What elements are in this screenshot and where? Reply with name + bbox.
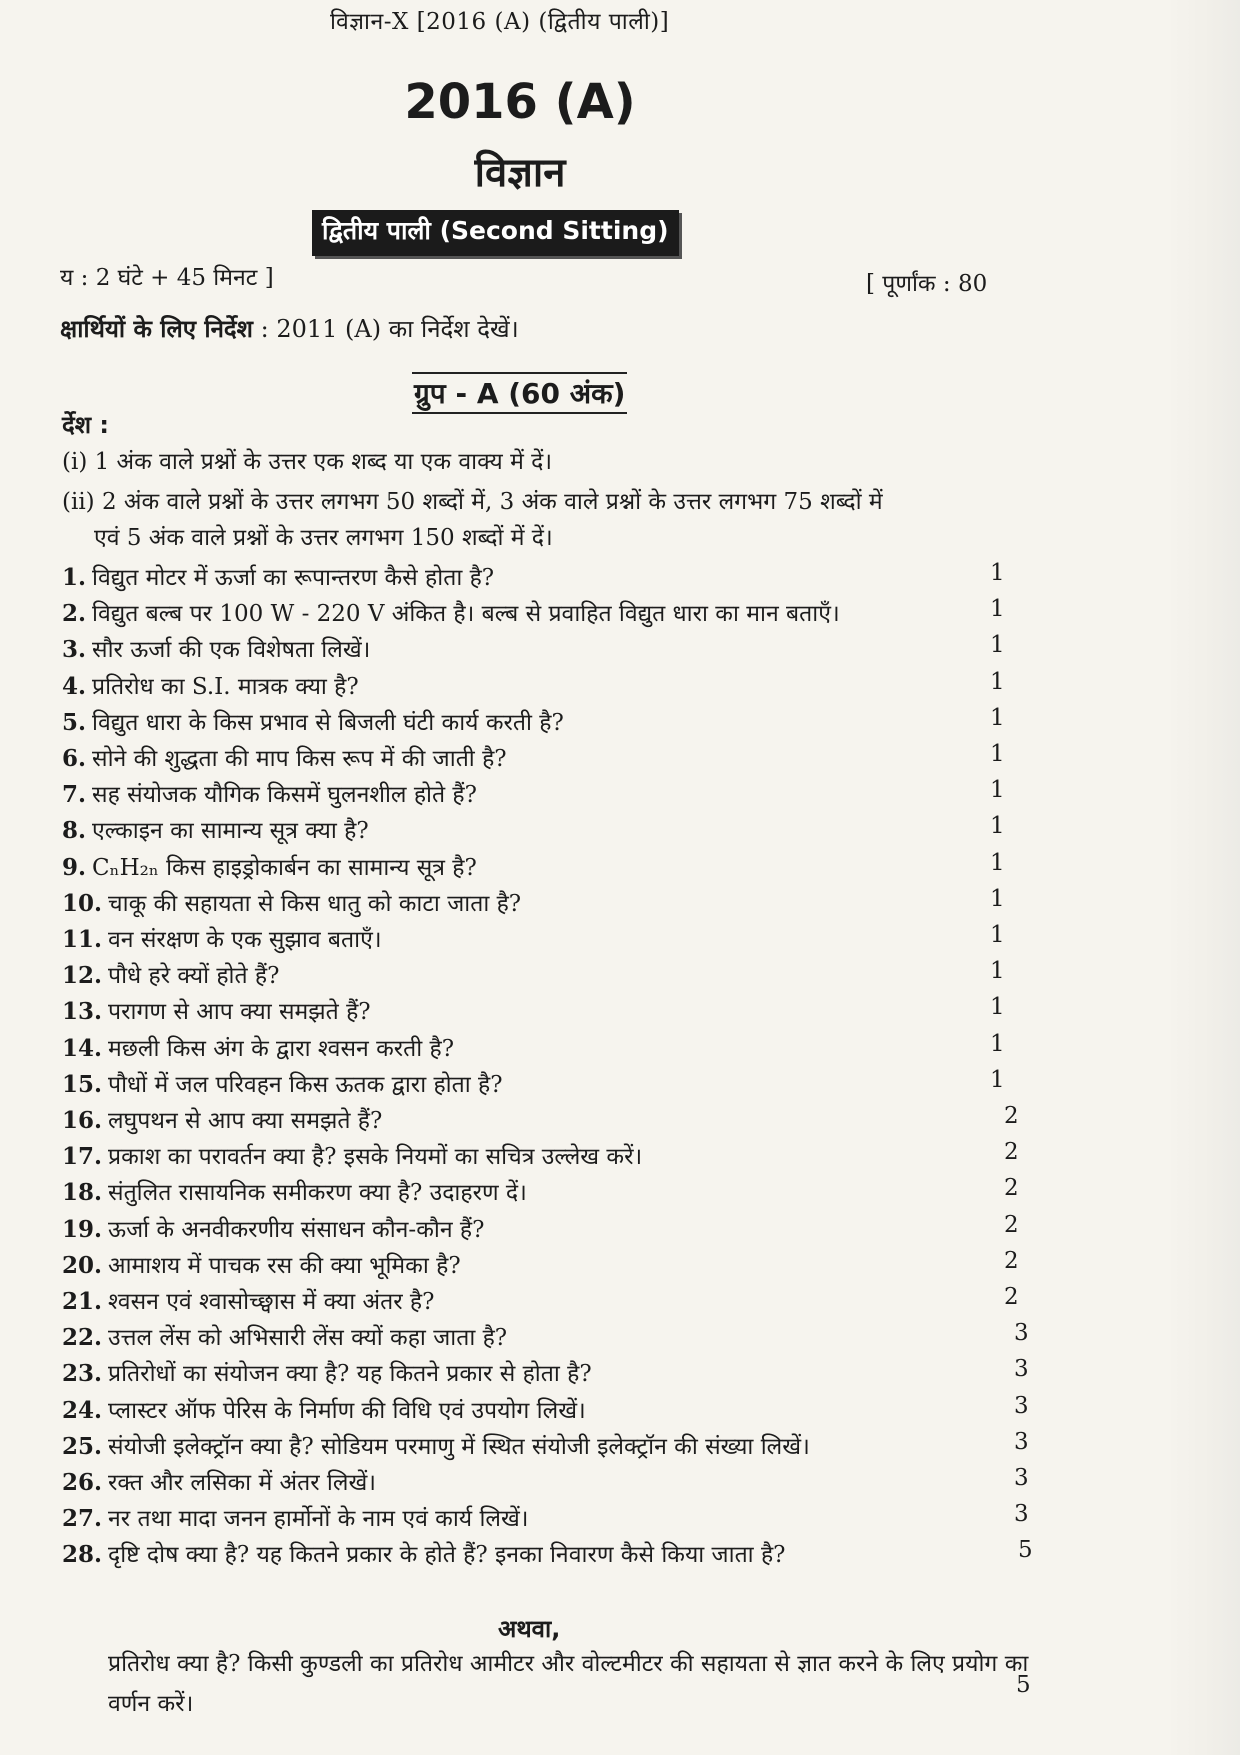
- question-row: [62, 1175, 1022, 1211]
- alternative-question: प्रतिरोध क्या है? किसी कुण्डली का प्रतिरोध आमीटर और वोल्टमीटर की सहायता से ज्ञात करने के लिए प्रयोग का वर्णन करें।: [108, 1651, 1029, 1717]
- question-marks: 1: [990, 958, 1005, 985]
- question-text: सोने की शुद्धता की माप किस रूप में की जाती है?: [92, 746, 507, 772]
- question-text: विद्युत बल्ब पर 100 W - 220 V अंकित है। बल्ब से प्रवाहित विद्युत धारा का मान बताएँ।: [92, 601, 840, 628]
- question-text: नर तथा मादा जनन हार्मोनों के नाम एवं कार्य लिखें।: [108, 1506, 529, 1533]
- full-marks: [ पूर्णांक : 80: [866, 271, 988, 297]
- question-marks: 2: [1004, 1139, 1019, 1166]
- question-row: [62, 1392, 1029, 1429]
- question-number: 7.: [62, 781, 87, 809]
- sitting-banner: द्वितीय पाली (Second Sitting): [312, 210, 679, 256]
- question-number: 20.: [62, 1251, 103, 1279]
- question-row: [62, 813, 1022, 849]
- question-text: मछली किस अंग के द्वारा श्वसन करती है?: [108, 1035, 455, 1062]
- question-marks: 2: [1004, 1175, 1019, 1202]
- question-number: 22.: [62, 1324, 103, 1352]
- question-marks: 3: [1014, 1356, 1029, 1383]
- question-number: 3.: [62, 636, 87, 664]
- directions-label: र्देश :: [62, 411, 110, 439]
- question-marks: 3: [1014, 1392, 1029, 1419]
- question-number: 11.: [62, 926, 103, 953]
- question-row: [62, 1537, 1033, 1573]
- question-row: [62, 741, 1022, 777]
- exam-time: य : 2 घंटे + 45 मिनट ]: [60, 265, 274, 291]
- question-row: [62, 994, 1022, 1030]
- question-row: [62, 1320, 1029, 1356]
- question-text: प्रतिरोध का S.I. मात्रक क्या है?: [92, 673, 359, 700]
- direction-item: (ii) 2 अंक वाले प्रश्नों के उत्तर लगभग 50 शब्दों में, 3 अंक वाले प्रश्नों के उत्तर लगभग 75 शब्दों में: [62, 489, 883, 515]
- question-marks: 1: [990, 596, 1005, 623]
- question-number: 5.: [62, 708, 87, 736]
- question-marks: 2: [1004, 1103, 1019, 1129]
- question-text: संतुलित रासायनिक समीकरण क्या है? उदाहरण दें।: [108, 1180, 527, 1207]
- exam-year-title: 2016 (A): [404, 74, 636, 130]
- question-text: एल्काइन का सामान्य सूत्र क्या है?: [92, 818, 369, 845]
- question-row: [62, 632, 1022, 668]
- question-text: दृष्टि दोष क्या है? यह कितने प्रकार के होते हैं? इनका निवारण कैसे किया जाता है?: [108, 1542, 786, 1569]
- question-marks: 3: [1014, 1428, 1029, 1455]
- question-text: प्रतिरोधों का संयोजन क्या है? यह कितने प्रकार से होता है?: [108, 1361, 592, 1388]
- question-marks: 2: [1004, 1247, 1019, 1274]
- subject-title: विज्ञान: [474, 150, 566, 196]
- question-marks: 1: [990, 632, 1005, 659]
- question-text: श्वसन एवं श्वासोच्छ्वास में क्या अंतर है?: [108, 1289, 435, 1315]
- question-row: [62, 705, 1022, 741]
- question-number: 1.: [62, 564, 87, 591]
- question-row: [62, 1248, 1022, 1284]
- question-number: 25.: [62, 1432, 103, 1460]
- question-row: [62, 922, 1022, 958]
- question-number: 9.: [62, 853, 87, 881]
- question-text: रक्त और लसिका में अंतर लिखें।: [108, 1470, 376, 1496]
- question-marks: 2: [1004, 1284, 1019, 1310]
- question-row: [62, 777, 1022, 813]
- question-marks: 1: [990, 560, 1005, 586]
- question-marks: 3: [1014, 1320, 1029, 1347]
- question-row: [62, 1103, 1022, 1139]
- question-marks: 1: [990, 1030, 1005, 1057]
- question-text: पौधे हरे क्यों होते हैं?: [108, 963, 280, 990]
- question-number: 18.: [62, 1179, 103, 1207]
- question-text: प्लास्टर ऑफ पेरिस के निर्माण की विधि एवं उपयोग लिखें।: [108, 1397, 586, 1424]
- question-text: विद्युत मोटर में ऊर्जा का रूपान्तरण कैसे होता है?: [92, 565, 495, 591]
- question-row: [62, 886, 1022, 922]
- direction-item: एवं 5 अंक वाले प्रश्नों के उत्तर लगभग 150 शब्दों में दें।: [94, 525, 553, 551]
- question-number: 13.: [62, 998, 103, 1026]
- question-text: पौधों में जल परिवहन किस ऊतक द्वारा होता है?: [108, 1071, 503, 1098]
- question-marks: 1: [990, 1066, 1005, 1093]
- question-number: 12.: [62, 962, 103, 990]
- question-number: 14.: [62, 1034, 103, 1062]
- candidate-instructions: [60, 312, 519, 345]
- instructions-lead: क्षार्थियों के लिए निर्देश: [60, 314, 253, 343]
- question-text: विद्युत धारा के किस प्रभाव से बिजली घंटी कार्य करती है?: [92, 709, 564, 736]
- question-number: 24.: [62, 1396, 103, 1424]
- or-label: अथवा,: [498, 1615, 561, 1643]
- question-number: 15.: [62, 1070, 103, 1098]
- question-row: [62, 1284, 1022, 1320]
- question-row: [62, 1356, 1029, 1392]
- question-number: 6.: [62, 745, 87, 772]
- question-text: परागण से आप क्या समझते हैं?: [108, 999, 371, 1026]
- question-row: [62, 596, 1022, 632]
- question-row: [62, 560, 1022, 596]
- question-number: 23.: [62, 1360, 103, 1388]
- question-text: संयोजी इलेक्ट्रॉन क्या है? सोडियम परमाणु में स्थित संयोजी इलेक्ट्रॉन की संख्या लिखें।: [108, 1433, 810, 1460]
- question-row: [62, 669, 1022, 705]
- question-number: 19.: [62, 1215, 103, 1243]
- question-text: वन संरक्षण के एक सुझाव बताएँ।: [108, 927, 382, 953]
- question-text: चाकू की सहायता से किस धातु को काटा जाता है?: [108, 890, 522, 917]
- question-marks: 1: [990, 922, 1005, 948]
- question-row: [62, 958, 1022, 994]
- question-row: [62, 1139, 1022, 1175]
- question-marks: 3: [1014, 1501, 1029, 1528]
- question-text: आमाशय में पाचक रस की क्या भूमिका है?: [108, 1252, 461, 1279]
- question-row: [62, 1465, 1029, 1501]
- running-header: विज्ञान-X [2016 (A) (द्वितीय पाली)]: [330, 9, 670, 35]
- question-text: ऊर्जा के अनवीकरणीय संसाधन कौन-कौन हैं?: [108, 1216, 485, 1243]
- question-marks: 1: [990, 741, 1005, 767]
- question-text: उत्तल लेंस को अभिसारी लेंस क्यों कहा जाता है?: [108, 1325, 508, 1352]
- question-row: [62, 1501, 1029, 1537]
- direction-item: (i) 1 अंक वाले प्रश्नों के उत्तर एक शब्द या एक वाक्य में दें।: [62, 449, 553, 475]
- question-marks: 1: [990, 849, 1005, 876]
- question-marks: 1: [990, 994, 1005, 1021]
- question-text: सौर ऊर्जा की एक विशेषता लिखें।: [92, 637, 371, 664]
- page-edge-shadow: [1165, 0, 1240, 1755]
- question-text: प्रकाश का परावर्तन क्या है? इसके नियमों का सचित्र उल्लेख करें।: [108, 1144, 643, 1171]
- question-marks: 2: [1004, 1211, 1019, 1238]
- question-row: [62, 1067, 1022, 1103]
- question-row: [62, 1031, 1022, 1067]
- question-marks: 1: [990, 704, 1005, 731]
- question-number: 27.: [62, 1505, 103, 1533]
- question-marks: 3: [1014, 1465, 1029, 1491]
- question-marks: 1: [990, 885, 1005, 912]
- question-number: 16.: [62, 1107, 103, 1134]
- question-marks: 5: [1018, 1537, 1033, 1564]
- question-number: 10.: [62, 889, 103, 917]
- group-heading: ग्रुप - A (60 अंक): [412, 372, 627, 414]
- question-number: 26.: [62, 1469, 103, 1496]
- question-row: [62, 850, 1022, 886]
- question-number: 8.: [62, 817, 87, 845]
- question-number: 4.: [62, 672, 87, 700]
- question-number: 17.: [62, 1143, 103, 1171]
- question-number: 2.: [62, 600, 87, 628]
- question-marks: 1: [990, 777, 1005, 804]
- question-row: [62, 1212, 1022, 1248]
- instructions-text: : 2011 (A) का निर्देश देखें।: [252, 315, 519, 343]
- question-text: सह संयोजक यौगिक किसमें घुलनशील होते हैं?: [92, 782, 477, 809]
- question-text: CₙH₂ₙ किस हाइड्रोकार्बन का सामान्य सूत्र है?: [92, 854, 477, 881]
- question-row: [62, 1428, 1029, 1465]
- alternative-marks: 5: [1016, 1672, 1031, 1698]
- question-marks: 1: [990, 813, 1005, 840]
- question-number: 28.: [62, 1541, 103, 1569]
- question-number: 21.: [62, 1288, 103, 1315]
- question-text: लघुपथन से आप क्या समझते हैं?: [108, 1108, 383, 1134]
- question-marks: 1: [990, 668, 1005, 695]
